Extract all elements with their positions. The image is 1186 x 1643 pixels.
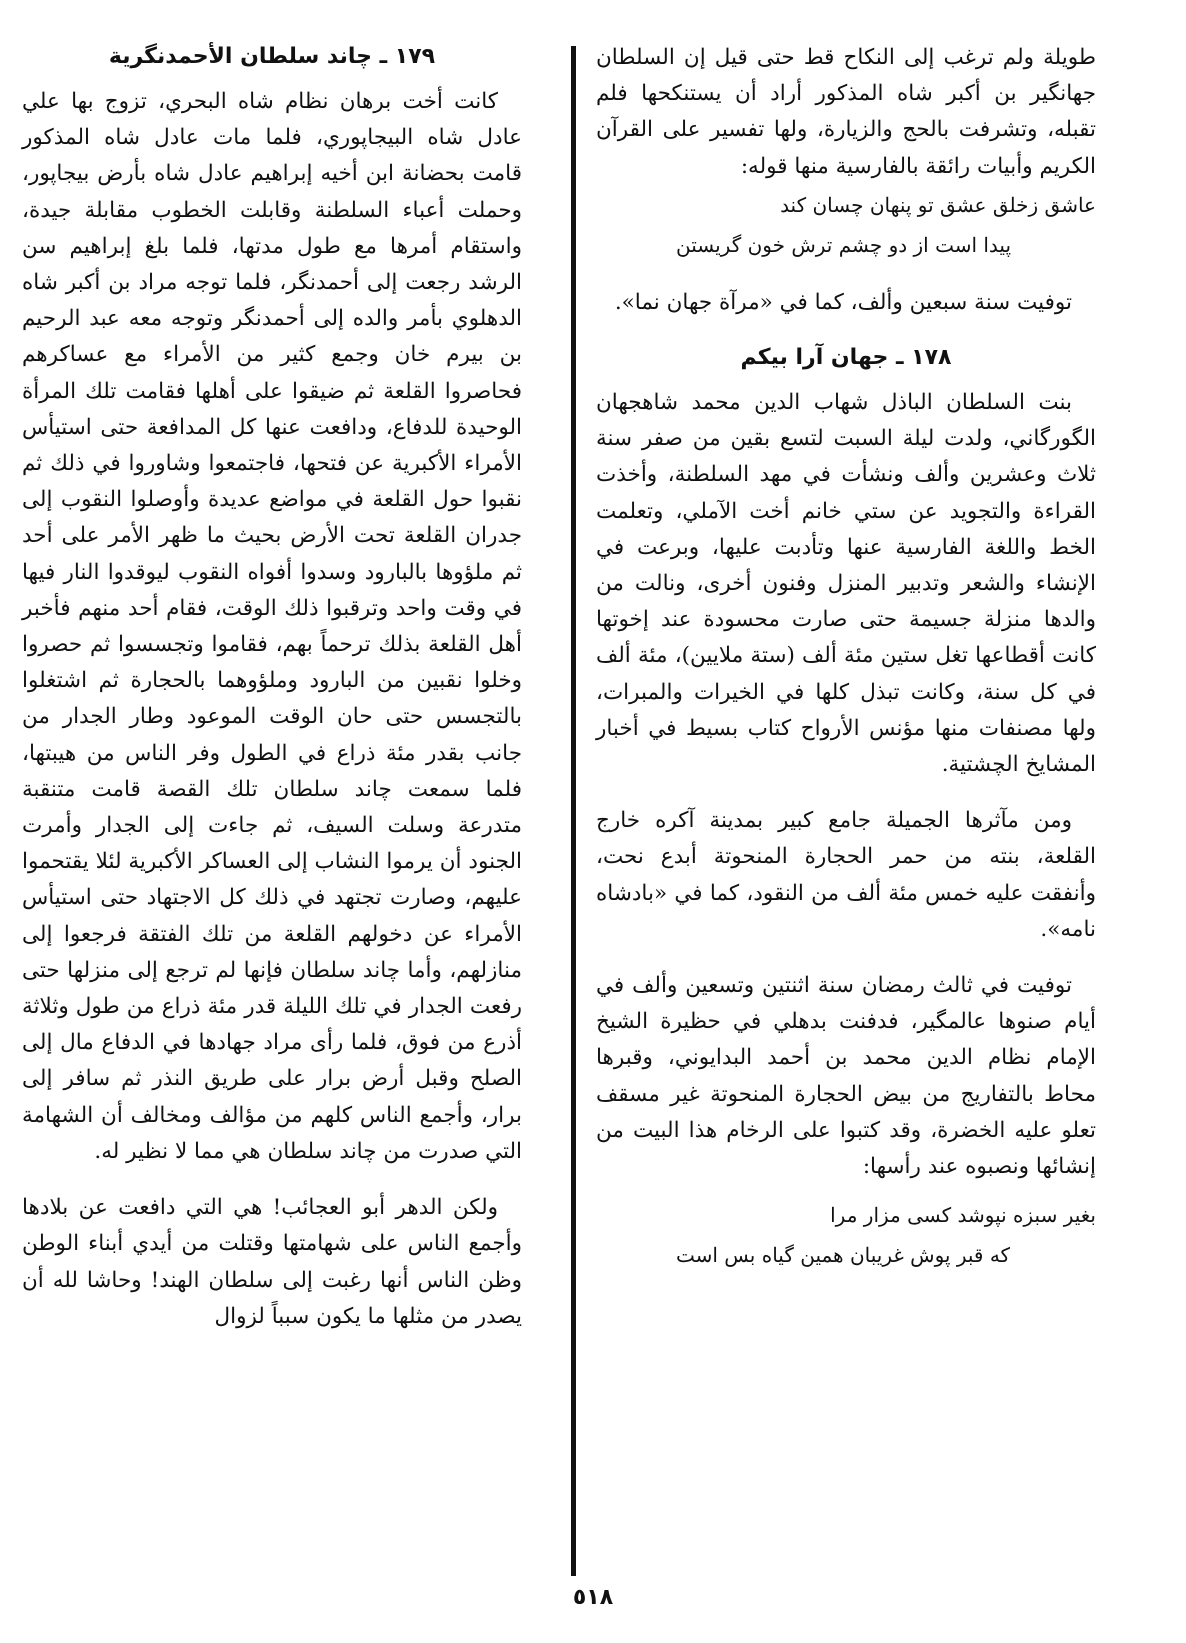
paragraph: ومن مآثرها الجميلة جامع كبير بمدينة آكره خارج القلعة، بنته من حمر الحجارة المنحوتة أبدع نحت، وأنفقت عليه خمس مئة ألف من النقود، كما في «بادشاه نامه». xyxy=(596,808,1096,942)
paragraph: توفيت في ثالث رمضان سنة اثنتين وتسعين وألف في أيام صنوها عالمگير، فدفنت بدهلي في حظيرة الشيخ الإمام نظام الدين محمد بن أحمد البدايوني، وقبرها محاط بالتفاريج من بيض الحجارة المنحوتة غير مسقف تعلو عليه الخضرة، وقد كتبوا على الرخام هذا البيت من إنشائها ونصبوه عند رأسها: xyxy=(596,973,1096,1180)
paragraph: توفيت سنة سبعين وألف، كما في «مرآة جهان نما». xyxy=(614,289,1072,315)
left-column xyxy=(22,40,522,1335)
verse-line: پيدا است از دو چشم ترش خون گريستن xyxy=(676,232,1012,257)
entry-heading: ١٧٩ ـ چاند سلطان الأحمدنگرية xyxy=(108,44,436,69)
paragraph: بنت السلطان الباذل شهاب الدين محمد شاهجهان الگورگاني، ولدت ليلة السبت لتسع بقين من صفر سنة ثلاث وعشرين وألف ونشأت في مهد السلطنة، وأخذت القراءة والتجويد عن ستي خانم أخت الآملي، وتعلمت الخط واللغة الفارسية عنها وتأدبت عليها، وبرعت في الإنشاء والشعر وتدبير المنزل وفنون أخرى، ونالت من والدها منزلة جسيمة حتى صارت محسودة عند إخوتها كانت أقطاعها تغل ستين مئة ألف (ستة ملايين)، مئة ألف في كل سنة، وكانت تبذل كلها في الخيرات والمبرات، ولها مصنفات منها مؤنس الأرواح كتاب بسيط في أخبار المشايخ الچشتية. xyxy=(596,390,1096,778)
paragraph: طويلة ولم ترغب إلى النكاح قط حتى قيل إن السلطان جهانگير بن أكبر شاه المذكور أراد أن يستنكحها فلم تقبله، وتشرفت بالحج والزيارة، ولها تفسير على القرآن الكريم وأبيات رائقة بالفارسية منها قوله: xyxy=(596,45,1096,179)
verse-line: عاشق زخلق عشق تو پنهان چسان كند xyxy=(780,192,1096,217)
paragraph: ولكن الدهر أبو العجائب! هي التي دافعت عن بلادها وأجمع الناس على شهامتها وقتلت من أيدي أبناء الوطن وظن الناس أنها رغبت إلى سلطان الهند! وحاشا لله أن يصدر من مثلها ما يكون سبباً لزوال xyxy=(22,1195,522,1329)
verse-line: بغير سبزه نپوشد كسى مزار مرا xyxy=(830,1203,1096,1228)
right-column xyxy=(596,40,1096,1275)
column-divider xyxy=(571,46,576,1576)
page-number: ٥١٨ xyxy=(572,1585,614,1610)
verse-block xyxy=(596,1195,1096,1275)
verse-block xyxy=(596,185,1096,265)
paragraph: كانت أخت برهان نظام شاه البحري، تزوج بها علي عادل شاه البيجاپوري، فلما مات عادل شاه المذكور قامت بحضانة ابن أخيه إبراهيم عادل شاه بأرض بيجاپور، وحملت أعباء السلطنة وقابلت الخطوب مقابلة جيدة، واستقام أمرها مع طول مدتها، فلما بلغ إبراهيم سن الرشد رجعت إلى أحمدنگر، فلما توجه مراد بن أكبر شاه الدهلوي بأمر والده إلى أحمدنگر وتوجه معه عبد الرحيم بن بيرم خان وجمع كثير من الأمراء مع عساكرهم فحاصروا القلعة ثم ضيقوا على أهلها فقامت تلك المرأة الوحيدة للدفاع، ودافعت عنها كل المدافعة حتى استيأس الأمراء الأكبرية عن فتحها، فاجتمعوا وشاوروا في ذلك ثم نقبوا حول القلعة في مواضع عديدة وأوصلوا النقوب إلى جدران القلعة تحت الأرض بحيث ما ظهر الأمر على أحد ثم ملؤوها بالبارود وسدوا أفواه النقوب ليوقدوا النار فيها في وقت واحد وترقبوا ذلك الوقت، فقام أحد منهم فأخبر أهل القلعة بذلك ترحماً بهم، فقاموا وتجسسوا ثم حصروا وخلوا نقبين من البارود وملؤوهما بالحجارة ثم اشتغلوا بالتجسس حتى حان الوقت الموعود وطار الجدار من جانب بقدر مئة ذراع في الطول وفر الناس من هيبتها، فلما سمعت چاند سلطان تلك القصة قامت متنقبة متدرعة وسلت السيف، ثم جاءت إلى الجدار وأمرت الجنود أن يرموا النشاب إلى العساكر الأكبرية لئلا يقتحموا عليهم، وصارت تجتهد في ذلك كل الاجتهاد حتى استيأس الأمراء عن دخولهم القلعة من تلك الفتقة فرجعوا إلى منازلهم، وأما چاند سلطان فإنها لم ترجع إلى منزلها حتى رفعت الجدار في تلك الليلة قدر مئة ذراع من طول وثلاثة أذرع من فوق، فلما رأى مراد جهادها في الدفاع مال إلى الصلح وقبل أرض برار على طريق النذر ثم سافر إلى برار، وأجمع الناس كلهم من مؤالف ومخالف أن الشهامة التي صدرت من چاند سلطان هي مما لا نظير له. xyxy=(22,89,522,1164)
entry-heading: ١٧٨ ـ جهان آرا بيكم xyxy=(740,345,952,371)
verse-line: كه قبر پوش غريبان همين گياه بس است xyxy=(676,1243,1011,1268)
